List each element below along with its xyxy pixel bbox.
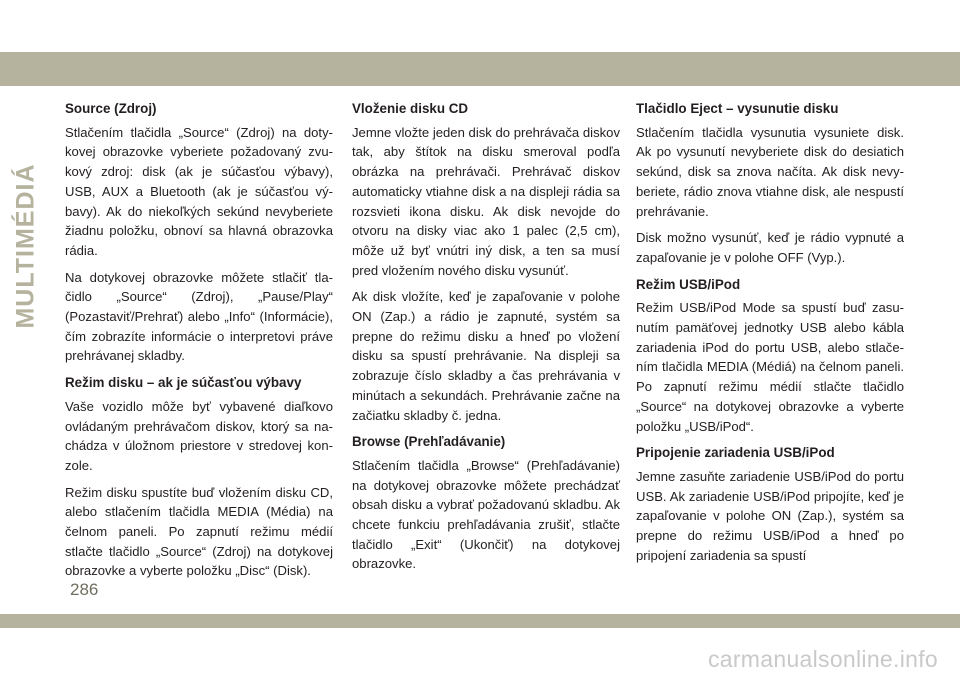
text-column-2 <box>352 99 620 581</box>
paragraph: Režim USB/iPod Mode sa spustí buď zasunutím pamäťovej jednotky USB alebo kábla zariadenia iPod do portu USB, alebo stlačením tlačidla MEDIA (Médiá) na čelnom paneli. Po zapnutí režimu médií stlačte tlačidlo „Source“ na dotykovej obrazovke a vyberte položku „USB/iPod“. <box>636 300 904 434</box>
paragraph: Stlačením tlačidla „Source“ (Zdroj) na dotykovej obrazovke vyberiete požadovaný zvukový zdroj: disk (ak je súčasťou výbavy), USB, AUX a Bluetooth (ak je súčasťou výbavy). Ak do niekoľkých sekúnd nevyberiete žiadnu položku, obnoví sa hlavná obrazovka rádia. <box>65 124 333 258</box>
paragraph: Stlačením tlačidla vysunutia vysuniete disk. Ak po vysunutí nevyberiete disk do desiatich sekúnd, disk sa znova načíta. Ak disk nevyberiete, rádio znova vtiahne disk, ale nespustí prehrávanie. <box>636 124 904 219</box>
heading-browse: Browse (Prehľadávanie) <box>352 434 506 450</box>
heading-connect-usb-ipod: Pripojenie zariadenia USB/iPod <box>636 445 835 461</box>
footer-bar <box>0 614 960 628</box>
paragraph: Disk možno vysunúť, keď je rádio vypnuté a zapaľovanie je v polohe OFF (Vyp.). <box>636 230 904 265</box>
text-column-1 <box>65 99 333 588</box>
watermark-text: carmanualsonline.info <box>707 646 938 672</box>
paragraph: Ak disk vložíte, keď je zapaľovanie v polohe ON (Zap.) a rádio je zapnuté, systém sa prepne do režimu disku a hneď po vložení disku sa spustí prehrávanie. Na displeji sa zobrazuje číslo skladby a čas prehrávania v minútach a sekundách. Prehrávanie začne na začiatku skladby č. jedna. <box>352 289 620 423</box>
heading-disc-mode: Režim disku – ak je súčasťou výbavy <box>65 375 302 391</box>
heading-insert-cd: Vloženie disku CD <box>352 101 469 116</box>
heading-source: Source (Zdroj) <box>65 101 157 116</box>
paragraph: Režim disku spustíte buď vložením disku CD, alebo stlačením tlačidla MEDIA (Média) na čelnom paneli. Po zapnutí režimu médií stlačte tlačidlo „Source“ (Zdroj) na dotykovej obrazovke a vyberte položku „Disc“ (Disk). <box>65 484 333 579</box>
side-label-text: MULTIMÉDIÁ <box>11 163 40 329</box>
paragraph: Stlačením tlačidla „Browse“ (Prehľadávanie) na dotykovej obrazovke môžete prechádzať obsah disku a vybrať požadovanú skladbu. Ak chcete funkciu prehľadávania zrušiť, stlačte tlačidlo „Exit“ (Ukončiť) na dotykovej obrazovke. <box>352 457 620 572</box>
page-number: 286 <box>70 580 99 599</box>
paragraph: Na dotykovej obrazovke môžete stlačiť tlačidlo „Source“ (Zdroj), „Pause/Play“ (Pozastaviť/Prehrať) alebo „Info“ (Informácie), čím zobrazíte informácie o interpretovi práve prehrávanej skladby. <box>65 269 333 364</box>
paragraph: Vaše vozidlo môže byť vybavené diaľkovo ovládaným prehrávačom diskov, ktorý sa nachádza v úložnom priestore v stredovej konzole. <box>65 398 333 473</box>
header-bar <box>0 52 960 86</box>
heading-eject: Tlačidlo Eject – vysunutie disku <box>636 101 839 116</box>
heading-usb-ipod-mode: Režim USB/iPod <box>636 276 741 292</box>
section-side-label <box>11 163 70 329</box>
paragraph: Jemne vložte jeden disk do prehrávača diskov tak, aby štítok na disku smeroval podľa obrázka na prehrávači. Prehrávač diskov automaticky vtiahne disk a na displeji rádia sa rozsvieti ikona disku. Ak disk nevojde do otvoru na disky viac ako 1 palec (2,5 cm), môže už byť vnútri iný disk, a ten sa musí pred vložením nového disku vysunúť. <box>352 124 620 278</box>
paragraph: Jemne zasuňte zariadenie USB/iPod do portu USB. Ak zariadenie USB/iPod pripojíte, keď je zapaľovanie v polohe ON (Zap.), systém sa prepne do režimu USB/iPod a hneď po pripojení zariadenia sa spustí <box>636 468 904 563</box>
text-column-3 <box>636 99 904 572</box>
